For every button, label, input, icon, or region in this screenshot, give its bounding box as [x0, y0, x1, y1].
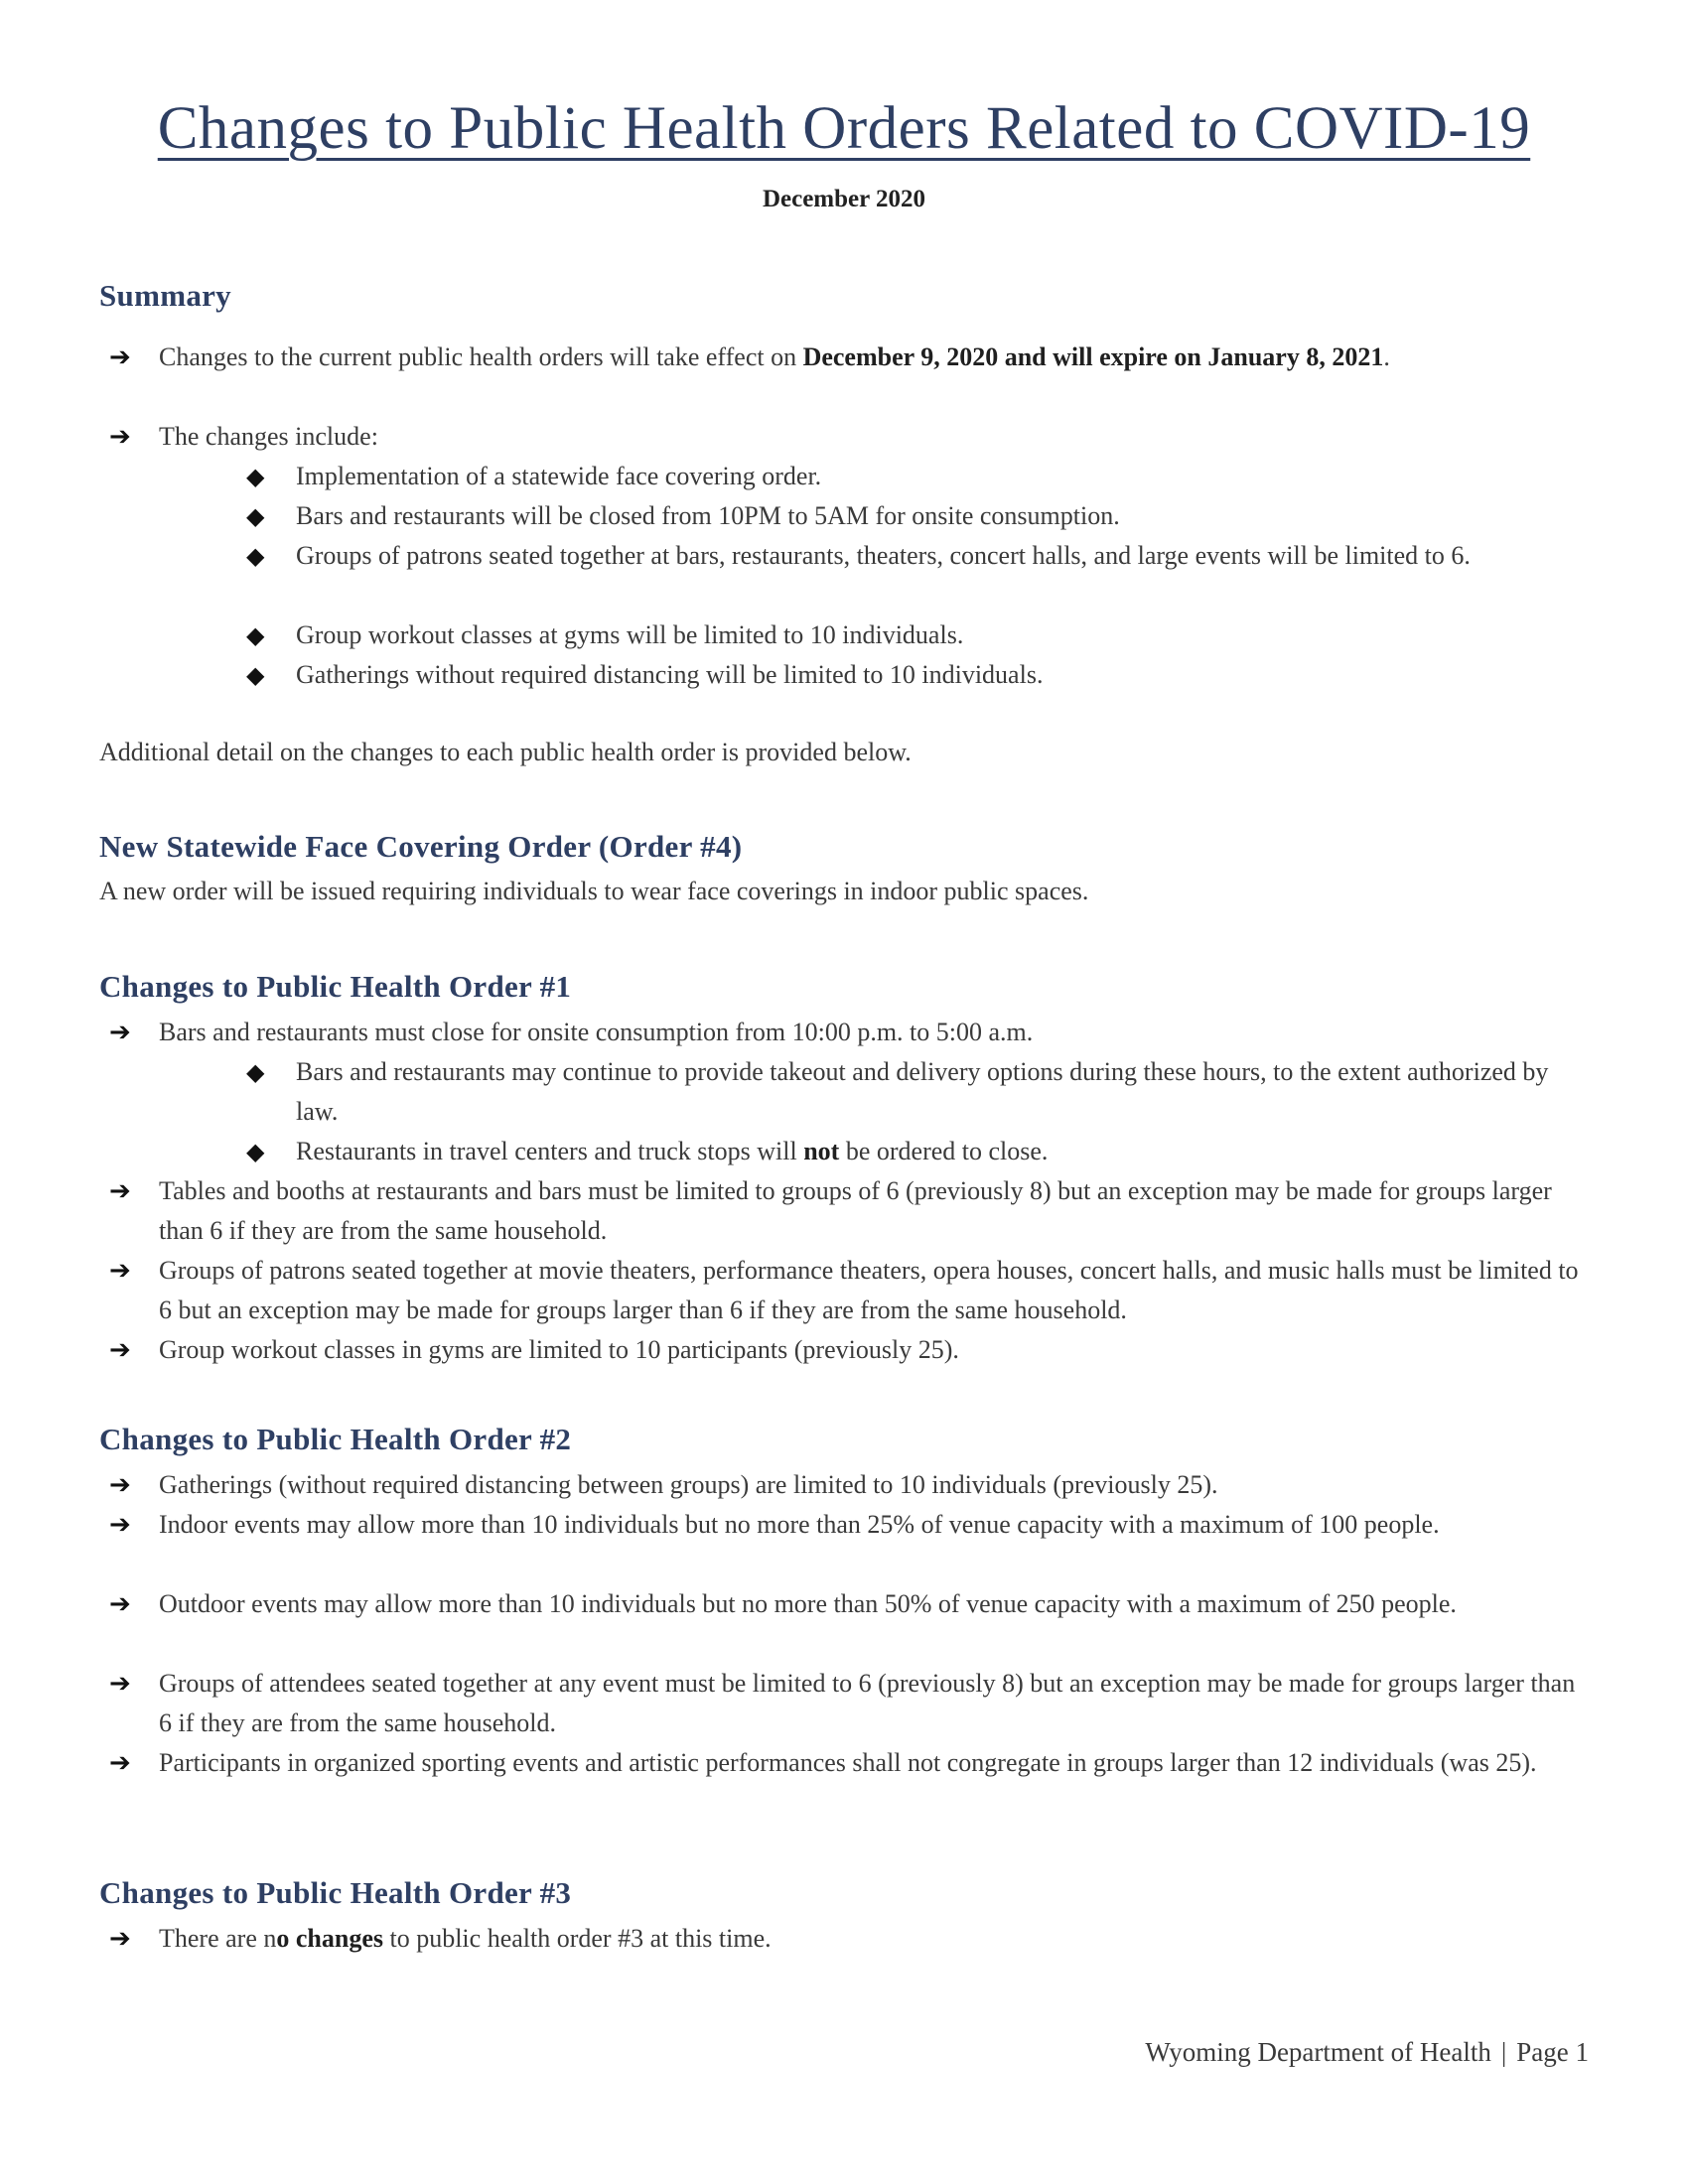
footer-separator: |: [1500, 2037, 1507, 2067]
page-footer: [1145, 2037, 1589, 2068]
arrow-right-icon: ➔: [109, 1589, 131, 1619]
diamond-bullet-icon: ◆: [246, 621, 265, 649]
arrow-right-icon: ➔: [109, 1018, 131, 1047]
order2-item-text: Groups of attendees seated together at any event must be limited to 6 (previously 8) but an exception may be made for groups larger than 6 if they are from the same household.: [159, 1669, 1576, 1737]
arrow-right-icon: ➔: [109, 1510, 131, 1540]
order1-sub-item-bold: not: [803, 1137, 840, 1165]
additional-detail-note: Additional detail on the changes to each public health order is provided below.: [99, 738, 912, 766]
change-item-text: Groups of patrons seated together at bars, restaurants, theaters, concert halls, and large events will be limited to 6.: [296, 541, 1471, 570]
order3-item-bold: o changes: [276, 1924, 383, 1953]
order2-item: [109, 1743, 1579, 1783]
change-item: [246, 457, 1582, 496]
order1-sub-item: [246, 1052, 1582, 1132]
arrow-right-icon: ➔: [109, 1470, 131, 1500]
arrow-right-icon: ➔: [109, 422, 131, 452]
diamond-bullet-icon: ◆: [246, 502, 265, 530]
order1-item: [109, 1251, 1579, 1330]
order2-item-text: Outdoor events may allow more than 10 individuals but no more than 50% of venue capacity with a maximum of 250 people.: [159, 1589, 1457, 1618]
order4-description: A new order will be issued requiring individuals to wear face coverings in indoor public spaces.: [99, 877, 1089, 905]
order2-item-text: Gatherings (without required distancing between groups) are limited to 10 individuals (previously 25).: [159, 1470, 1218, 1499]
summary-bullet-effective-dates: [109, 338, 1579, 377]
order2-item-text: Indoor events may allow more than 10 individuals but no more than 25% of venue capacity with a maximum of 100 people.: [159, 1510, 1440, 1539]
bullet-text: The changes include:: [159, 422, 378, 451]
order1-item-text: Group workout classes in gyms are limited to 10 participants (previously 25).: [159, 1335, 959, 1364]
order2-item: [109, 1584, 1579, 1624]
order1-heading: Changes to Public Health Order #1: [99, 969, 572, 1004]
diamond-bullet-icon: ◆: [246, 1058, 265, 1086]
order1-item-text: Groups of patrons seated together at movie theaters, performance theaters, opera houses, concert halls, and music halls must be limited to 6 but an exception may be made for groups larger than 6 if they are from the same household.: [159, 1256, 1579, 1324]
order2-item: [109, 1505, 1579, 1545]
order1-sub-item-text: Restaurants in travel centers and truck stops will: [296, 1137, 804, 1165]
footer-organization: Wyoming Department of Health: [1145, 2037, 1491, 2067]
diamond-bullet-icon: ◆: [246, 542, 265, 570]
order2-item-text: Participants in organized sporting events and artistic performances shall not congregate in groups larger than 12 individuals (was 25).: [159, 1748, 1537, 1777]
change-item-text: Gatherings without required distancing will be limited to 10 individuals.: [296, 660, 1044, 689]
footer-page-number: Page 1: [1516, 2037, 1589, 2067]
summary-heading: Summary: [99, 278, 231, 313]
order1-item: [109, 1171, 1579, 1251]
order3-heading: Changes to Public Health Order #3: [99, 1875, 572, 1910]
change-item-text: Group workout classes at gyms will be limited to 10 individuals.: [296, 620, 964, 649]
order1-item: [109, 1330, 1579, 1370]
order1-item-text: Bars and restaurants must close for onsite consumption from 10:00 p.m. to 5:00 a.m.: [159, 1018, 1034, 1046]
order3-item-text-end: to public health order #3 at this time.: [382, 1924, 772, 1953]
arrow-right-icon: ➔: [109, 1176, 131, 1206]
summary-bullet-changes-include: [109, 417, 1579, 457]
diamond-bullet-icon: ◆: [246, 1138, 265, 1165]
change-item: [246, 536, 1582, 576]
change-item-text: Bars and restaurants will be closed from 10PM to 5AM for onsite consumption.: [296, 501, 1120, 530]
order3-item-text: There are n: [159, 1924, 277, 1953]
order1-item-text: Tables and booths at restaurants and bars must be limited to groups of 6 (previously 8) but an exception may be made for groups larger than 6 if they are from the same household.: [159, 1176, 1552, 1245]
arrow-right-icon: ➔: [109, 1924, 131, 1954]
page-date: December 2020: [762, 186, 926, 212]
arrow-right-icon: ➔: [109, 342, 131, 372]
order1-sub-item: [246, 1132, 1582, 1171]
order1-sub-item-text: Bars and restaurants may continue to provide takeout and delivery options during these hours, to the extent authorized by law.: [296, 1057, 1549, 1126]
bullet-bold-text: December 9, 2020 and will expire on January 8, 2021: [802, 342, 1384, 371]
diamond-bullet-icon: ◆: [246, 463, 265, 490]
change-item-text: Implementation of a statewide face covering order.: [296, 462, 822, 490]
order2-heading: Changes to Public Health Order #2: [99, 1422, 572, 1456]
change-item: [246, 655, 1582, 695]
arrow-right-icon: ➔: [109, 1256, 131, 1286]
order3-item: [109, 1919, 1579, 1959]
order2-item: [109, 1664, 1579, 1743]
arrow-right-icon: ➔: [109, 1748, 131, 1778]
diamond-bullet-icon: ◆: [246, 661, 265, 689]
bullet-text-end: .: [1383, 342, 1390, 371]
arrow-right-icon: ➔: [109, 1335, 131, 1365]
change-item: [246, 615, 1582, 655]
order1-sub-item-text-end: be ordered to close.: [839, 1137, 1049, 1165]
change-item: [246, 496, 1582, 536]
bullet-text: Changes to the current public health orders will take effect on: [159, 342, 803, 371]
order1-item: [109, 1013, 1579, 1052]
arrow-right-icon: ➔: [109, 1669, 131, 1699]
order4-heading: New Statewide Face Covering Order (Order #4): [99, 829, 743, 864]
page-title: Changes to Public Health Orders Related to COVID-19: [157, 95, 1531, 162]
order2-item: [109, 1465, 1579, 1505]
